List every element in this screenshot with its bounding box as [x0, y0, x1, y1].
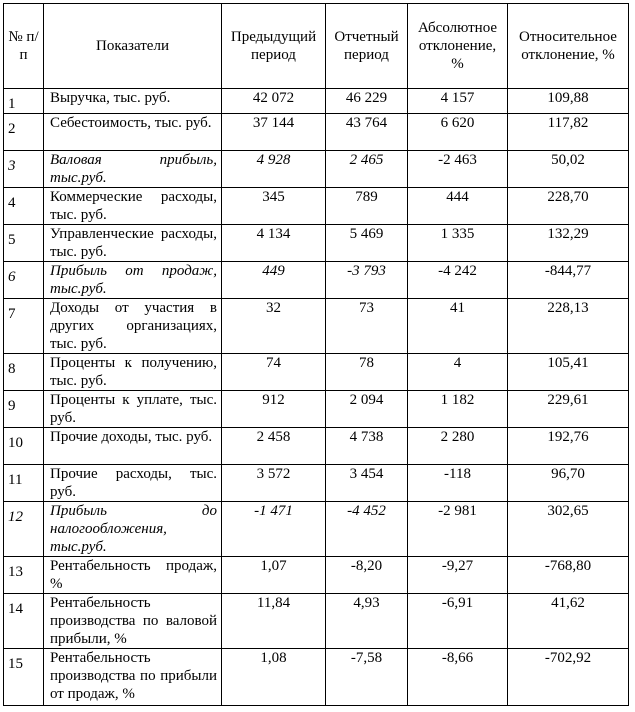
row-curr-value: 4 738	[326, 428, 408, 465]
table-row	[4, 354, 629, 391]
table-row	[4, 299, 629, 354]
row-number: 14	[4, 594, 44, 649]
row-curr-value: -8,20	[326, 557, 408, 594]
row-number: 11	[4, 465, 44, 502]
table-row	[4, 188, 629, 225]
table-row	[4, 151, 629, 188]
row-abs-deviation: -9,27	[408, 557, 508, 594]
row-curr-value: -4 452	[326, 502, 408, 557]
row-number: 4	[4, 188, 44, 225]
header-prev: Предыдущий период	[222, 4, 326, 89]
row-curr-value: 789	[326, 188, 408, 225]
row-curr-value: 5 469	[326, 225, 408, 262]
row-rel-deviation: -702,92	[508, 649, 629, 706]
row-prev-value: 449	[222, 262, 326, 299]
row-curr-value: 46 229	[326, 89, 408, 114]
row-rel-deviation: 302,65	[508, 502, 629, 557]
row-rel-deviation: 117,82	[508, 114, 629, 151]
row-rel-deviation: 96,70	[508, 465, 629, 502]
row-prev-value: 32	[222, 299, 326, 354]
table-row	[4, 114, 629, 151]
row-abs-deviation: 2 280	[408, 428, 508, 465]
row-number: 9	[4, 391, 44, 428]
row-curr-value: 2 094	[326, 391, 408, 428]
row-abs-deviation: -118	[408, 465, 508, 502]
row-curr-value: -7,58	[326, 649, 408, 706]
row-curr-value: 73	[326, 299, 408, 354]
row-rel-deviation: 228,70	[508, 188, 629, 225]
row-curr-value: 3 454	[326, 465, 408, 502]
row-prev-value: 3 572	[222, 465, 326, 502]
table-row	[4, 465, 629, 502]
table-row	[4, 557, 629, 594]
row-indicator: Рентабельность производства по валовой прибыли, %	[44, 594, 222, 649]
row-indicator: Коммерческие расходы, тыс. руб.	[44, 188, 222, 225]
row-abs-deviation: -2 981	[408, 502, 508, 557]
row-number: 5	[4, 225, 44, 262]
row-abs-deviation: -4 242	[408, 262, 508, 299]
row-abs-deviation: -8,66	[408, 649, 508, 706]
row-prev-value: 1,08	[222, 649, 326, 706]
row-prev-value: 74	[222, 354, 326, 391]
row-prev-value: 4 134	[222, 225, 326, 262]
header-num: № п/п	[4, 4, 44, 89]
row-indicator: Себестоимость, тыс. руб.	[44, 114, 222, 151]
row-prev-value: 2 458	[222, 428, 326, 465]
row-number: 3	[4, 151, 44, 188]
row-indicator: Прочие расходы, тыс. руб.	[44, 465, 222, 502]
row-curr-value: 2 465	[326, 151, 408, 188]
row-number: 12	[4, 502, 44, 557]
row-prev-value: 912	[222, 391, 326, 428]
row-abs-deviation: 1 335	[408, 225, 508, 262]
row-rel-deviation: 229,61	[508, 391, 629, 428]
row-prev-value: 42 072	[222, 89, 326, 114]
header-indicator: Показатели	[44, 4, 222, 89]
table-row	[4, 428, 629, 465]
row-abs-deviation: 444	[408, 188, 508, 225]
row-number: 6	[4, 262, 44, 299]
indicators-table	[3, 3, 629, 706]
row-rel-deviation: 41,62	[508, 594, 629, 649]
header-rel: Относительное отклонение, %	[508, 4, 629, 89]
table-row	[4, 225, 629, 262]
row-number: 8	[4, 354, 44, 391]
row-abs-deviation: 4	[408, 354, 508, 391]
row-indicator: Рентабельность производства по прибыли от продаж, %	[44, 649, 222, 706]
row-indicator: Валовая прибыль, тыс.руб.	[44, 151, 222, 188]
table-row	[4, 89, 629, 114]
row-number: 7	[4, 299, 44, 354]
row-prev-value: 1,07	[222, 557, 326, 594]
table-row	[4, 502, 629, 557]
row-abs-deviation: -6,91	[408, 594, 508, 649]
row-curr-value: 43 764	[326, 114, 408, 151]
table-row	[4, 262, 629, 299]
row-indicator: Прибыль до налогообложения, тыс.руб.	[44, 502, 222, 557]
row-rel-deviation: 50,02	[508, 151, 629, 188]
row-number: 15	[4, 649, 44, 706]
table-row	[4, 594, 629, 649]
row-abs-deviation: -2 463	[408, 151, 508, 188]
row-number: 1	[4, 89, 44, 114]
header-row	[4, 4, 629, 89]
row-rel-deviation: -768,80	[508, 557, 629, 594]
row-indicator: Доходы от участия в других организациях, тыс. руб.	[44, 299, 222, 354]
row-abs-deviation: 1 182	[408, 391, 508, 428]
row-prev-value: 37 144	[222, 114, 326, 151]
row-number: 2	[4, 114, 44, 151]
row-abs-deviation: 41	[408, 299, 508, 354]
row-indicator: Выручка, тыс. руб.	[44, 89, 222, 114]
row-number: 13	[4, 557, 44, 594]
row-rel-deviation: 192,76	[508, 428, 629, 465]
row-indicator: Проценты к получению, тыс. руб.	[44, 354, 222, 391]
table-row	[4, 391, 629, 428]
row-rel-deviation: 105,41	[508, 354, 629, 391]
row-curr-value: 78	[326, 354, 408, 391]
row-prev-value: 11,84	[222, 594, 326, 649]
row-prev-value: 345	[222, 188, 326, 225]
row-indicator: Прибыль от продаж, тыс.руб.	[44, 262, 222, 299]
header-abs: Абсолютное отклонение, %	[408, 4, 508, 89]
row-indicator: Рентабельность продаж, %	[44, 557, 222, 594]
table-row	[4, 649, 629, 706]
row-prev-value: 4 928	[222, 151, 326, 188]
row-rel-deviation: 109,88	[508, 89, 629, 114]
row-curr-value: 4,93	[326, 594, 408, 649]
row-rel-deviation: 228,13	[508, 299, 629, 354]
row-prev-value: -1 471	[222, 502, 326, 557]
row-rel-deviation: -844,77	[508, 262, 629, 299]
row-indicator: Прочие доходы, тыс. руб.	[44, 428, 222, 465]
header-curr: Отчетный период	[326, 4, 408, 89]
row-curr-value: -3 793	[326, 262, 408, 299]
row-rel-deviation: 132,29	[508, 225, 629, 262]
row-indicator: Проценты к уплате, тыс. руб.	[44, 391, 222, 428]
row-abs-deviation: 6 620	[408, 114, 508, 151]
row-abs-deviation: 4 157	[408, 89, 508, 114]
row-indicator: Управленческие расходы, тыс. руб.	[44, 225, 222, 262]
row-number: 10	[4, 428, 44, 465]
